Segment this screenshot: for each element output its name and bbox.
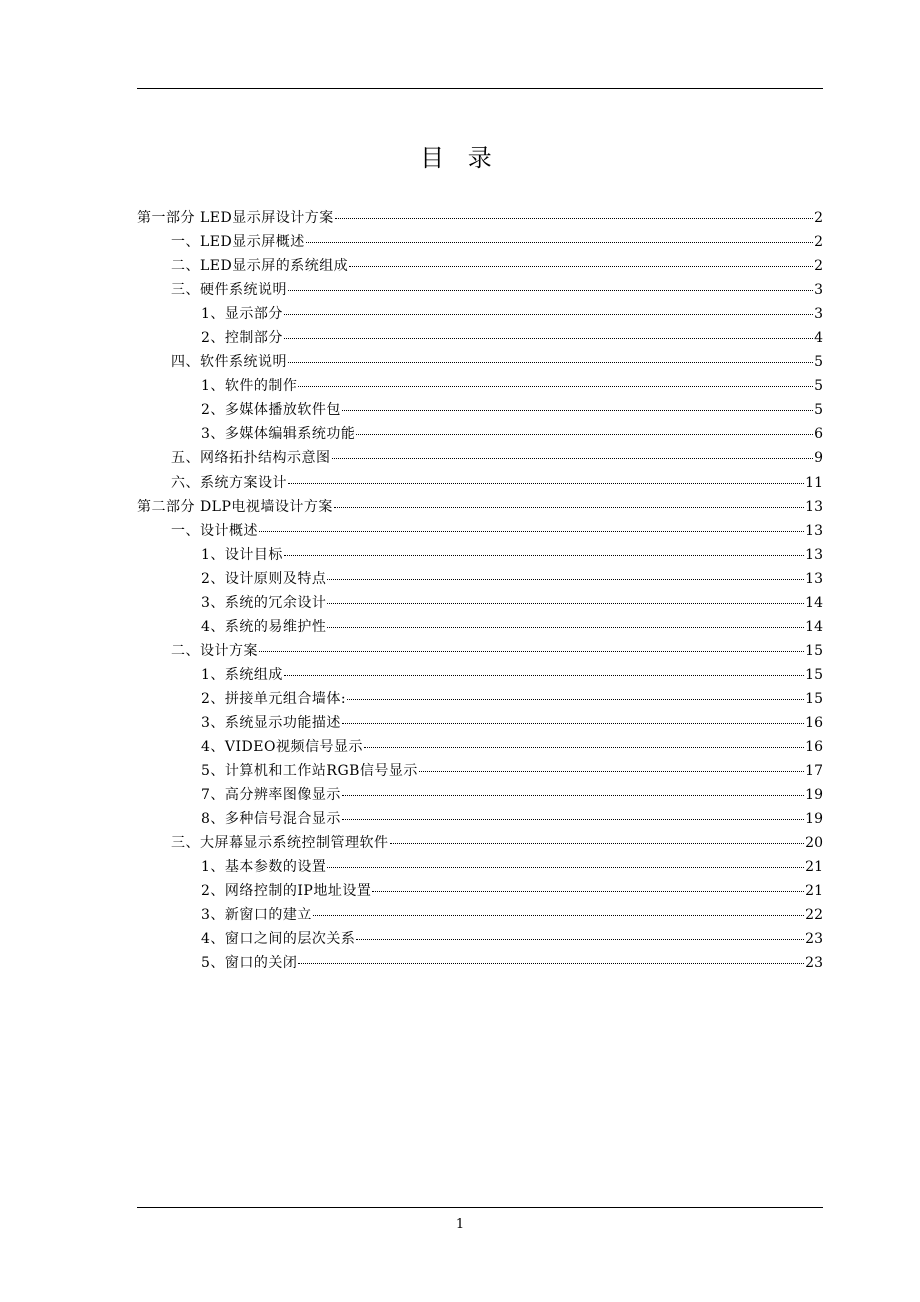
- toc-dot-leader: [356, 434, 813, 435]
- toc-dot-leader: [284, 338, 813, 339]
- toc-entry[interactable]: [137, 927, 823, 951]
- toc-entry-page: 13: [805, 546, 823, 563]
- toc-entry-page: 6: [814, 426, 823, 443]
- toc-dot-leader: [259, 651, 804, 652]
- toc-entry-title: 1、设计目标: [201, 546, 283, 563]
- toc-entry-page: 2: [814, 258, 823, 275]
- toc-entry-title: 第二部分 DLP电视墙设计方案: [137, 498, 333, 515]
- toc-entry[interactable]: [137, 350, 823, 374]
- toc-entry-page: 9: [814, 450, 823, 467]
- toc-dot-leader: [288, 483, 804, 484]
- toc-entry[interactable]: [137, 278, 823, 302]
- toc-entry-title: 二、设计方案: [171, 642, 258, 659]
- toc-entry-title: 第一部分 LED显示屏设计方案: [137, 210, 334, 226]
- toc-entry[interactable]: [137, 471, 823, 495]
- toc-entry[interactable]: [137, 374, 823, 398]
- toc-dot-leader: [288, 362, 813, 363]
- toc-entry[interactable]: [137, 831, 823, 855]
- toc-entry-page: 14: [805, 618, 823, 635]
- toc-entry-page: 14: [805, 594, 823, 611]
- toc-entry[interactable]: [137, 639, 823, 663]
- toc-entry-page: 4: [814, 330, 823, 347]
- toc-dot-leader: [372, 891, 804, 892]
- toc-entry-page: 5: [814, 378, 823, 395]
- toc-entry-page: 20: [805, 835, 823, 852]
- toc-entry-page: 13: [805, 522, 823, 539]
- toc-dot-leader: [334, 507, 804, 508]
- toc-entry-title: 5、计算机和工作站RGB信号显示: [201, 763, 418, 780]
- toc-entry-page: 16: [805, 739, 823, 756]
- toc-dot-leader: [288, 290, 813, 291]
- toc-dot-leader: [284, 555, 804, 556]
- toc-dot-leader: [419, 771, 804, 772]
- toc-entry[interactable]: [137, 254, 823, 278]
- toc-dot-leader: [327, 579, 804, 580]
- toc-entry[interactable]: [137, 591, 823, 615]
- toc-entry-page: 3: [814, 306, 823, 323]
- toc-dot-leader: [327, 867, 804, 868]
- toc-entry-title: 5、窗口的关闭: [201, 955, 298, 972]
- toc-entry[interactable]: [137, 615, 823, 639]
- toc-entry[interactable]: [137, 446, 823, 470]
- toc-entry[interactable]: [137, 783, 823, 807]
- toc-entry-title: 一、LED显示屏概述: [171, 234, 305, 251]
- toc-entry-title: 3、多媒体编辑系统功能: [201, 426, 356, 443]
- toc-entry[interactable]: [137, 663, 823, 687]
- toc-entry-page: 13: [805, 570, 823, 587]
- toc-dot-leader: [364, 747, 804, 748]
- toc-dot-leader: [298, 386, 813, 387]
- toc-entry-page: 23: [805, 931, 823, 948]
- footer-rule: [137, 1207, 823, 1208]
- toc-dot-leader: [347, 699, 804, 700]
- toc-entry-page: 17: [805, 763, 823, 780]
- toc-entry-title: 三、硬件系统说明: [171, 282, 287, 299]
- toc-entry-page: 2: [814, 234, 823, 251]
- toc-entry[interactable]: [137, 543, 823, 567]
- toc-entry-page: 19: [805, 787, 823, 804]
- toc-dot-leader: [332, 458, 814, 459]
- toc-entry[interactable]: [137, 422, 823, 446]
- toc-dot-leader: [306, 242, 813, 243]
- toc-entry[interactable]: [137, 807, 823, 831]
- toc-entry-page: 19: [805, 811, 823, 828]
- toc-entry-title: 4、系统的易维护性: [201, 618, 327, 635]
- toc-entry-title: 4、VIDEO视频信号显示: [201, 739, 363, 756]
- toc-entry-title: 四、软件系统说明: [171, 354, 287, 371]
- toc-entry-page: 21: [805, 883, 823, 900]
- toc-entry-page: 5: [814, 354, 823, 371]
- toc-entry[interactable]: [137, 879, 823, 903]
- toc-entry-page: 15: [805, 666, 823, 683]
- toc-entry-page: 5: [814, 402, 823, 419]
- toc-dot-leader: [342, 410, 813, 411]
- toc-entry[interactable]: [137, 230, 823, 254]
- header-rule: [137, 88, 823, 89]
- table-of-contents: [137, 206, 823, 976]
- toc-dot-leader: [349, 266, 813, 267]
- toc-entry-title: 六、系统方案设计: [171, 474, 287, 491]
- toc-entry[interactable]: [137, 519, 823, 543]
- toc-entry-page: 11: [805, 474, 823, 491]
- toc-dot-leader: [327, 627, 804, 628]
- toc-entry[interactable]: [137, 567, 823, 591]
- page-number: 1: [455, 1217, 465, 1232]
- toc-entry-title: 3、系统显示功能描述: [201, 714, 341, 731]
- toc-dot-leader: [284, 675, 804, 676]
- toc-entry[interactable]: [137, 903, 823, 927]
- toc-entry-title: 1、基本参数的设置: [201, 859, 327, 876]
- toc-entry[interactable]: [137, 495, 823, 519]
- toc-dot-leader: [356, 939, 804, 940]
- toc-entry-title: 三、大屏幕显示系统控制管理软件: [171, 835, 389, 852]
- toc-entry-title: 1、系统组成: [201, 666, 283, 683]
- toc-dot-leader: [284, 314, 813, 315]
- toc-entry[interactable]: [137, 711, 823, 735]
- toc-entry-title: 2、控制部分: [201, 330, 283, 347]
- toc-dot-leader: [342, 795, 804, 796]
- toc-entry-title: 五、网络拓扑结构示意图: [171, 450, 331, 467]
- toc-dot-leader: [335, 218, 813, 219]
- toc-entry[interactable]: [137, 326, 823, 350]
- toc-entry-page: 16: [805, 714, 823, 731]
- toc-entry-page: 22: [805, 907, 823, 924]
- toc-entry[interactable]: [137, 398, 823, 422]
- toc-dot-leader: [298, 963, 804, 964]
- toc-entry[interactable]: [137, 206, 823, 230]
- toc-entry-title: 二、LED显示屏的系统组成: [171, 258, 349, 275]
- toc-dot-leader: [327, 603, 804, 604]
- toc-entry-title: 3、新窗口的建立: [201, 907, 312, 924]
- toc-entry-title: 3、系统的冗余设计: [201, 594, 327, 611]
- toc-dot-leader: [342, 723, 804, 724]
- toc-entry-title: 2、拼接单元组合墙体:: [201, 690, 347, 707]
- toc-entry[interactable]: [137, 735, 823, 759]
- toc-entry-page: 13: [805, 498, 823, 515]
- toc-entry-page: 15: [805, 642, 823, 659]
- toc-entry-title: 2、网络控制的IP地址设置: [201, 883, 372, 900]
- toc-dot-leader: [313, 915, 804, 916]
- toc-entry-title: 2、设计原则及特点: [201, 570, 327, 587]
- toc-entry-page: 23: [805, 955, 823, 972]
- toc-entry-title: 8、多种信号混合显示: [201, 811, 341, 828]
- toc-entry[interactable]: [137, 855, 823, 879]
- toc-entry-page: 15: [805, 690, 823, 707]
- toc-dot-leader: [259, 531, 804, 532]
- toc-dot-leader: [342, 819, 804, 820]
- toc-entry-title: 4、窗口之间的层次关系: [201, 931, 356, 948]
- toc-entry-title: 7、高分辨率图像显示: [201, 787, 341, 804]
- toc-entry[interactable]: [137, 951, 823, 975]
- toc-entry[interactable]: [137, 687, 823, 711]
- toc-entry[interactable]: [137, 759, 823, 783]
- toc-entry-page: 21: [805, 859, 823, 876]
- toc-entry[interactable]: [137, 302, 823, 326]
- toc-entry-title: 2、多媒体播放软件包: [201, 402, 341, 419]
- page-title: 目 录: [420, 144, 500, 172]
- toc-dot-leader: [390, 843, 805, 844]
- toc-entry-title: 1、显示部分: [201, 306, 283, 323]
- toc-entry-title: 一、设计概述: [171, 522, 258, 539]
- toc-entry-page: 2: [814, 210, 823, 226]
- toc-entry-title: 1、软件的制作: [201, 378, 298, 395]
- toc-entry-page: 3: [814, 282, 823, 299]
